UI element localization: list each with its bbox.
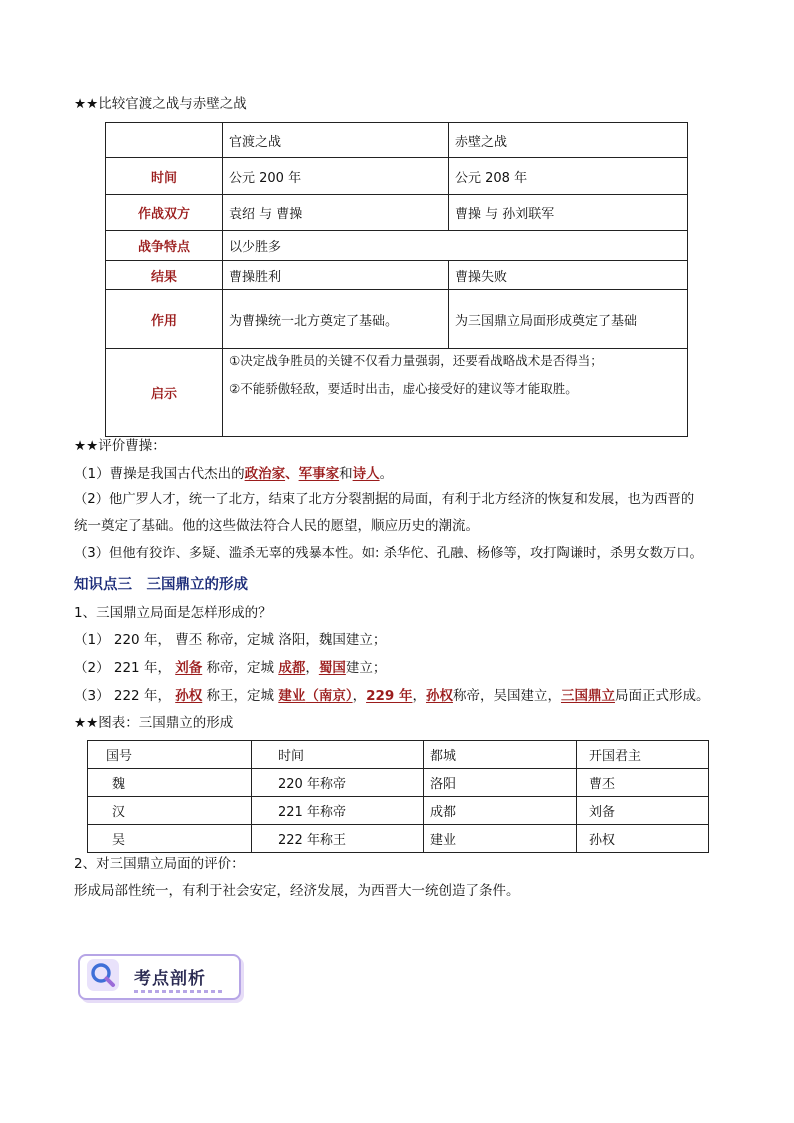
compare-title: ★★比较官渡之战与赤壁之战 bbox=[74, 96, 247, 112]
analysis-badge bbox=[78, 954, 239, 1000]
l2-capital: 成都 bbox=[278, 660, 306, 676]
l3-capital: 建业 bbox=[278, 688, 306, 704]
l3-year: 229 年 bbox=[366, 688, 413, 704]
l3-capital-alt: （南京） bbox=[305, 688, 353, 704]
keyword-strategist: 军事家 bbox=[298, 466, 340, 482]
formation-line-1 bbox=[74, 631, 386, 649]
l2-end: 建立； bbox=[345, 660, 387, 676]
p1-pre: （1）曹操是我国古代杰出的 bbox=[74, 466, 245, 482]
kt-cell: 汉 bbox=[88, 797, 252, 825]
p1-sep2: 和 bbox=[339, 466, 353, 482]
table-row bbox=[88, 797, 709, 825]
l3-mid4: 称帝，吴国建立， bbox=[452, 688, 561, 704]
compare-table bbox=[105, 122, 688, 437]
lesson-line-2: ②不能骄傲轻敌，要适时出击，虚心接受好的建议等才能取胜。 bbox=[229, 381, 578, 396]
lesson-line-1: ①决定战争胜员的关键不仅看力量强弱，还要看战略战术是否得当； bbox=[229, 353, 603, 368]
l3-mid2: ， bbox=[352, 688, 367, 704]
cell-feature: 以少胜多 bbox=[223, 231, 688, 261]
row-label-feature: 战争特点 bbox=[106, 231, 223, 261]
cell-effect-b: 为三国鼎立局面形成奠定了基础 bbox=[449, 290, 688, 349]
row-label-lesson: 启示 bbox=[106, 349, 223, 437]
cell-time-b: 公元 208 年 bbox=[449, 158, 688, 195]
l3-end: 局面正式形成。 bbox=[614, 688, 710, 704]
kt-header-time: 时间 bbox=[252, 741, 424, 769]
kt-header-founder: 开国君主 bbox=[577, 741, 709, 769]
l2-pre: （2） 221 年， bbox=[74, 660, 176, 676]
l2-mid2: ， bbox=[305, 660, 319, 676]
kt-cell: 建业 bbox=[424, 825, 577, 853]
cell-effect-a: 为曹操统一北方奠定了基础。 bbox=[223, 290, 449, 349]
cell-lesson bbox=[223, 349, 688, 437]
cell-sides-b: 曹操 与 孙刘联军 bbox=[449, 195, 688, 231]
badge-stripe bbox=[134, 990, 222, 993]
keyword-politician: 政治家 bbox=[244, 466, 286, 482]
evaluate-p2-line2: 统一奠定了基础。他的这些做法符合人民的愿望，顺应历史的潮流。 bbox=[74, 518, 479, 534]
l3-ruler-2: 孙权 bbox=[425, 688, 453, 704]
l3-mid3: ， bbox=[412, 688, 426, 704]
evaluate-title: ★★评价曹操： bbox=[74, 438, 166, 454]
table-row bbox=[88, 825, 709, 853]
kt-cell: 洛阳 bbox=[424, 769, 577, 797]
kt-cell: 成都 bbox=[424, 797, 577, 825]
l1-ruler: 曹丕 bbox=[175, 632, 203, 648]
l3-three-kingdoms: 三国鼎立 bbox=[560, 688, 615, 704]
l1-pre: （1） 220 年， bbox=[74, 632, 176, 648]
question-2-answer: 形成局部性统一，有利于社会安定，经济发展，为西晋大一统创造了条件。 bbox=[74, 883, 520, 899]
p1-end: 。 bbox=[379, 466, 394, 482]
kt-cell: 222 年称王 bbox=[252, 825, 424, 853]
cell-time-a: 公元 200 年 bbox=[223, 158, 449, 195]
question-1: 1、三国鼎立局面是怎样形成的？ bbox=[74, 605, 272, 621]
kt-cell: 吴 bbox=[88, 825, 252, 853]
l2-state: 蜀国 bbox=[318, 660, 346, 676]
row-label-effect: 作用 bbox=[106, 290, 223, 349]
kt-cell: 220 年称帝 bbox=[252, 769, 424, 797]
search-icon bbox=[86, 958, 120, 992]
compare-header-b: 赤壁之战 bbox=[449, 123, 688, 158]
compare-header-a: 官渡之战 bbox=[223, 123, 449, 158]
kt-header-capital: 都城 bbox=[424, 741, 577, 769]
p1-sep1: 、 bbox=[285, 466, 299, 482]
compare-corner bbox=[106, 123, 223, 158]
kt-cell: 曹丕 bbox=[577, 769, 709, 797]
l3-pre: （3） 222 年， bbox=[74, 688, 176, 704]
chart-title: ★★图表：三国鼎立的形成 bbox=[74, 715, 234, 731]
table-row bbox=[88, 769, 709, 797]
evaluate-p3: （3）但他有狡诈、多疑、滥杀无辜的残暴本性。如: 杀华佗、孔融、杨修等，攻打陶谦时，杀男女数万口。 bbox=[74, 546, 703, 561]
section-heading: 知识点三 三国鼎立的形成 bbox=[74, 577, 248, 593]
l1-rest: 称帝，定城 洛阳，魏国建立； bbox=[202, 632, 387, 648]
row-label-sides: 作战双方 bbox=[106, 195, 223, 231]
keyword-poet: 诗人 bbox=[352, 466, 380, 482]
l3-mid1: 称王，定城 bbox=[202, 688, 279, 704]
l2-ruler: 刘备 bbox=[175, 660, 203, 676]
evaluate-p2-line1: （2）他广罗人才，统一了北方，结束了北方分裂割据的局面，有利于北方经济的恢复和发展，也为西晋的 bbox=[74, 492, 695, 507]
cell-sides-a: 袁绍 与 曹操 bbox=[223, 195, 449, 231]
formation-line-3 bbox=[74, 687, 709, 705]
kt-cell: 孙权 bbox=[577, 825, 709, 853]
l3-ruler: 孙权 bbox=[175, 688, 203, 704]
kingdoms-table bbox=[87, 740, 709, 853]
kt-header-name: 国号 bbox=[88, 741, 252, 769]
row-label-time: 时间 bbox=[106, 158, 223, 195]
cell-result-a: 曹操胜利 bbox=[223, 261, 449, 290]
evaluate-p1 bbox=[74, 465, 393, 483]
question-2: 2、对三国鼎立局面的评价： bbox=[74, 856, 245, 872]
cell-result-b: 曹操失败 bbox=[449, 261, 688, 290]
badge-label: 考点剖析 bbox=[134, 969, 206, 989]
row-label-result: 结果 bbox=[106, 261, 223, 290]
kt-cell: 刘备 bbox=[577, 797, 709, 825]
l2-mid1: 称帝，定城 bbox=[202, 660, 279, 676]
formation-line-2 bbox=[74, 659, 386, 677]
kt-cell: 魏 bbox=[88, 769, 252, 797]
kt-cell: 221 年称帝 bbox=[252, 797, 424, 825]
